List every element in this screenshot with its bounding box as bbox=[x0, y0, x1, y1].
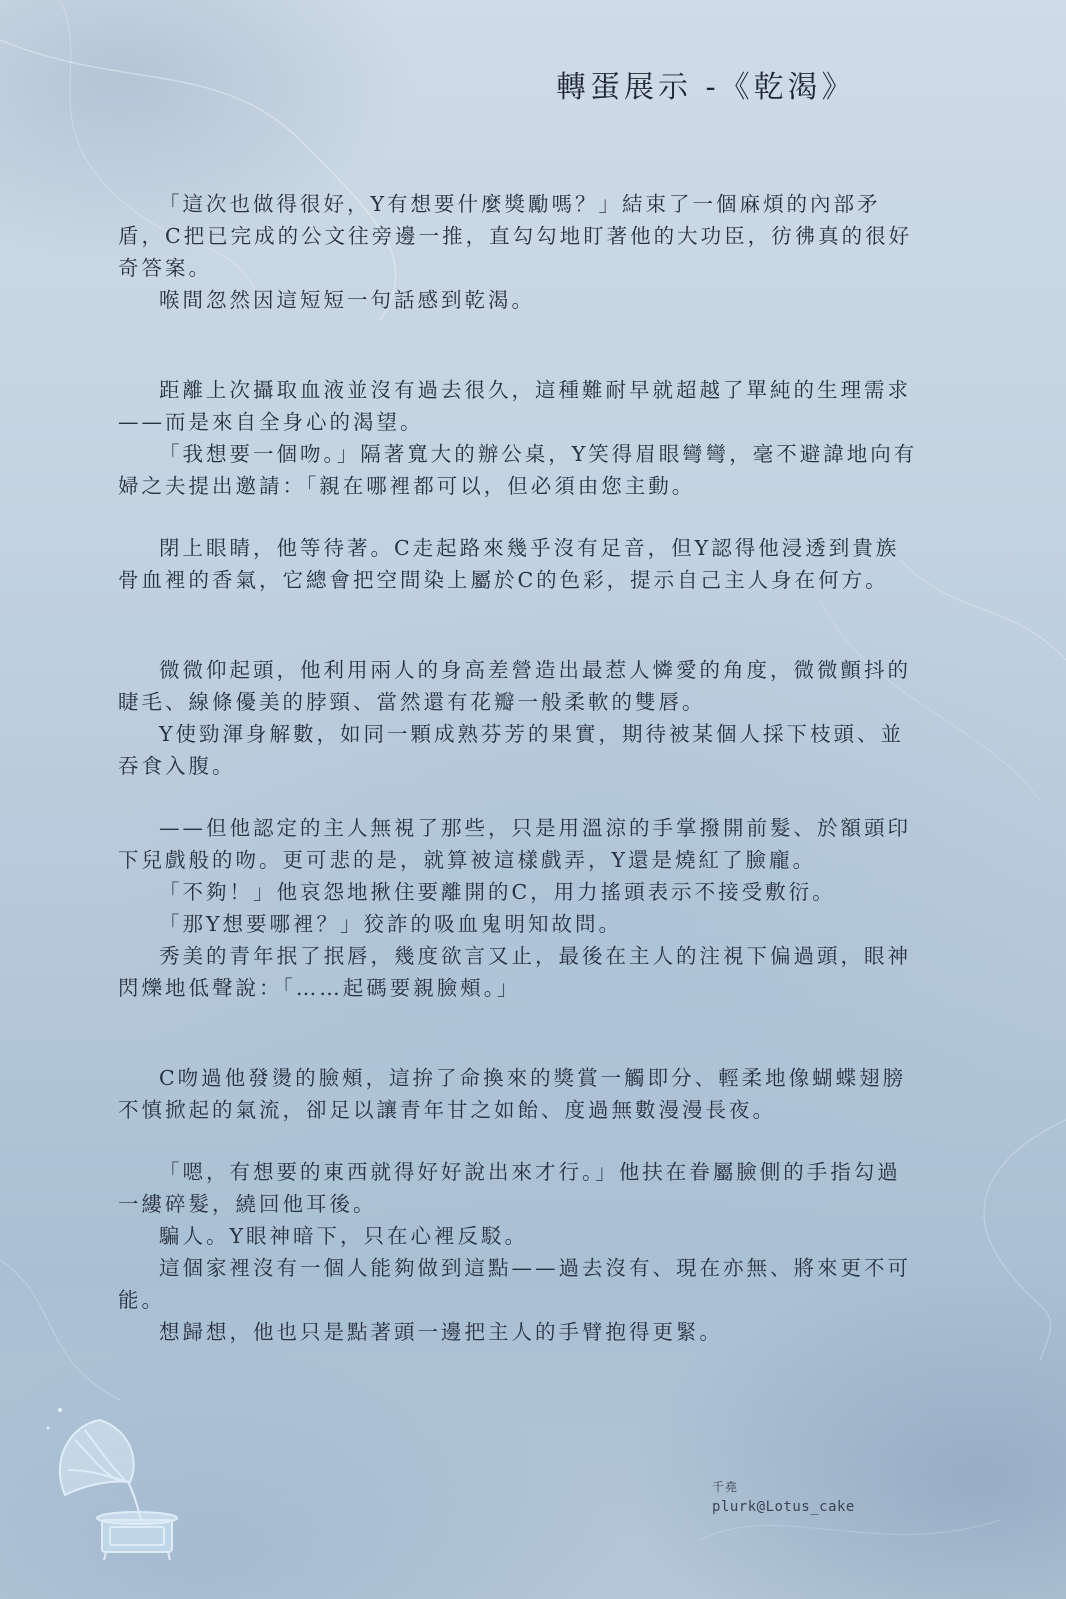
gramophone-icon bbox=[30, 1400, 190, 1570]
paragraph: 「我想要一個吻。」隔著寬大的辦公桌，Y笑得眉眼彎彎，毫不避諱地向有婦之夫提出邀請：「親在哪裡都可以，但必須由您主動。 bbox=[118, 442, 918, 498]
paragraph: 「嗯，有想要的東西就得好好說出來才行。」他扶在眷屬臉側的手指勾過一縷碎髮，繞回他耳後。 bbox=[118, 1160, 901, 1216]
paragraph: 騙人。Y眼神暗下，只在心裡反駁。 bbox=[159, 1224, 529, 1248]
paragraph: 這個家裡沒有一個人能夠做到這點——過去沒有、現在亦無、將來更不可能。 bbox=[118, 1256, 911, 1312]
paragraph: 閉上眼睛，他等待著。C走起路來幾乎沒有足音，但Y認得他浸透到貴族骨血裡的香氣，它總會把空間染上屬於C的色彩，提示自己主人身在何方。 bbox=[118, 536, 900, 592]
paragraph: 想歸想，他也只是點著頭一邊把主人的手臂抱得更緊。 bbox=[159, 1320, 723, 1344]
paragraph: Y使勁渾身解數，如同一顆成熟芬芳的果實，期待被某個人採下枝頭、並吞食入腹。 bbox=[118, 722, 905, 778]
story-body bbox=[118, 188, 918, 1348]
author-handle: plurk@Lotus_cake bbox=[712, 1499, 855, 1515]
paragraph: ——但他認定的主人無視了那些，只是用溫涼的手掌撥開前髮、於額頭印下兒戲般的吻。更可悲的是，就算被這樣戲弄，Y還是燒紅了臉龐。 bbox=[118, 816, 911, 872]
signature-block bbox=[712, 1478, 855, 1515]
author-name: 千堯 bbox=[712, 1480, 739, 1494]
paragraph: 秀美的青年抿了抿唇，幾度欲言又止，最後在主人的注視下偏過頭，眼神閃爍地低聲說：「……起碼要親臉頰。」 bbox=[118, 944, 911, 1000]
paragraph: 喉間忽然因這短短一句話感到乾渴。 bbox=[159, 288, 535, 312]
paragraph: 「那Y想要哪裡？」狡詐的吸血鬼明知故問。 bbox=[159, 912, 623, 936]
paragraph: 「這次也做得很好，Y有想要什麼獎勵嗎？」結束了一個麻煩的內部矛盾，C把已完成的公文往旁邊一推，直勾勾地盯著他的大功臣，彷彿真的很好奇答案。 bbox=[118, 192, 913, 280]
paragraph: 「不夠！」他哀怨地揪住要離開的C，用力搖頭表示不接受敷衍。 bbox=[159, 880, 836, 904]
page-title: 轉蛋展示 -《乾渴》 bbox=[556, 70, 856, 105]
paragraph: 距離上次攝取血液並沒有過去很久，這種難耐早就超越了單純的生理需求——而是來自全身心的渴望。 bbox=[118, 378, 911, 434]
paragraph: C吻過他發燙的臉頰，這拚了命換來的獎賞一觸即分、輕柔地像蝴蝶翅膀不慎掀起的氣流，卻足以讓青年甘之如飴、度過無數漫漫長夜。 bbox=[118, 1066, 907, 1122]
paragraph: 微微仰起頭，他利用兩人的身高差營造出最惹人憐愛的角度，微微顫抖的睫毛、線條優美的脖頸、當然還有花瓣一般柔軟的雙唇。 bbox=[118, 658, 911, 714]
